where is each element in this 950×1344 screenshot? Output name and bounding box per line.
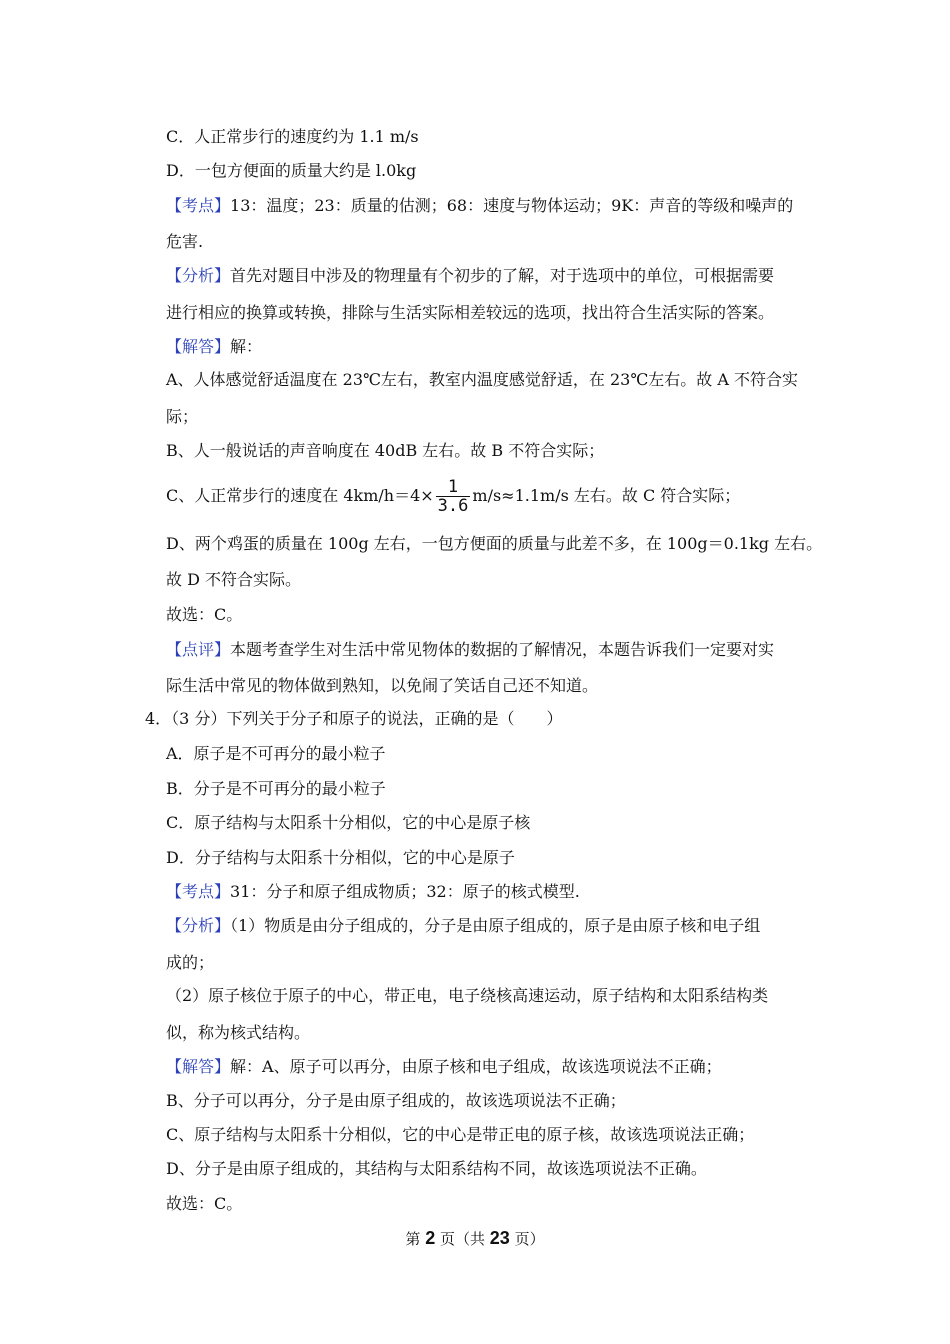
fenxi-tag: 【分析】 xyxy=(166,266,231,285)
jieda-text: 解： xyxy=(230,337,263,356)
q4-answer-d: D、分子是由原子组成的，其结构与太阳系结构不同，故该选项说法不正确。 xyxy=(166,1159,707,1178)
q3-answer-a-cont: 际； xyxy=(166,407,199,426)
dianping-text: 本题考查学生对生活中常见物体的数据的了解情况，本题告诉我们一定要对实 xyxy=(230,640,775,659)
q4-stem: 4．（3 分）下列关于分子和原子的说法，正确的是（ ） xyxy=(145,709,563,728)
q4-option-b: B．分子是不可再分的最小粒子 xyxy=(166,779,386,798)
q3-kaodian-cont: 危害. xyxy=(166,232,204,251)
fraction xyxy=(436,478,471,515)
q4-fenxi-cont1: 成的； xyxy=(166,953,215,972)
kaodian-tag: 【考点】 xyxy=(166,196,231,215)
fraction-numerator: 1 xyxy=(447,477,459,497)
jieda-text: 解：A、原子可以再分，由原子核和电子组成，故该选项说法不正确； xyxy=(230,1057,722,1076)
footer-total-pages: 23 xyxy=(489,1228,510,1248)
q3-option-c: C．人正常步行的速度约为 1.1 m/s xyxy=(166,127,419,146)
answer-c-pre: C、人正常步行的速度在 4km/h＝4× xyxy=(166,486,434,505)
q3-choice: 故选：C。 xyxy=(166,605,243,624)
q3-fenxi xyxy=(166,266,774,286)
q3-jieda xyxy=(166,337,262,357)
q4-answer-c: C、原子结构与太阳系十分相似，它的中心是带正电的原子核，故该选项说法正确； xyxy=(166,1125,755,1144)
q3-option-d: D．一包方便面的质量大约是 l.0kg xyxy=(166,161,417,180)
q3-dianping-cont: 际生活中常见的物体做到熟知，以免闹了笑话自己还不知道。 xyxy=(166,676,599,695)
q3-kaodian xyxy=(166,196,793,216)
jieda-tag: 【解答】 xyxy=(166,1057,231,1076)
answer-c-post: m/s≈1.1m/s 左右。故 C 符合实际； xyxy=(472,486,741,505)
footer-page-number: 2 xyxy=(425,1228,436,1248)
page-footer xyxy=(0,1228,950,1249)
q4-option-c: C．原子结构与太阳系十分相似，它的中心是原子核 xyxy=(166,813,531,832)
q4-fenxi-cont3: 似，称为核式结构。 xyxy=(166,1023,311,1042)
dianping-tag: 【点评】 xyxy=(166,640,231,659)
fraction-denominator: 3.6 xyxy=(437,496,469,516)
q3-answer-b: B、人一般说话的声音响度在 40dB 左右。故 B 不符合实际； xyxy=(166,441,605,460)
jieda-tag: 【解答】 xyxy=(166,337,231,356)
q3-answer-c xyxy=(166,476,740,516)
kaodian-tag: 【考点】 xyxy=(166,882,231,901)
q3-answer-d-cont: 故 D 不符合实际。 xyxy=(166,570,302,589)
footer-post: 页） xyxy=(509,1230,545,1248)
kaodian-text: 13：温度；23：质量的估测；68：速度与物体运动；9K：声音的等级和噪声的 xyxy=(230,196,794,215)
q4-option-d: D．分子结构与太阳系十分相似，它的中心是原子 xyxy=(166,848,515,867)
q3-answer-a: A、人体感觉舒适温度在 23℃左右，教室内温度感觉舒适，在 23℃左右。故 A 不符合实 xyxy=(166,370,798,389)
footer-mid: 页（共 xyxy=(435,1230,490,1248)
footer-pre: 第 xyxy=(405,1230,426,1248)
q4-answer-b: B、分子可以再分，分子是由原子组成的，故该选项说法不正确； xyxy=(166,1091,626,1110)
q4-fenxi xyxy=(166,916,760,936)
q4-fenxi-cont2: （2）原子核位于原子的中心，带正电，电子绕核高速运动，原子结构和太阳系结构类 xyxy=(166,986,769,1005)
fenxi-text: 首先对题目中涉及的物理量有个初步的了解，对于选项中的单位，可根据需要 xyxy=(230,266,775,285)
q4-kaodian xyxy=(166,882,580,902)
q4-option-a: A．原子是不可再分的最小粒子 xyxy=(166,744,386,763)
q3-fenxi-cont: 进行相应的换算或转换，排除与生活实际相差较远的选项，找出符合生活实际的答案。 xyxy=(166,303,775,322)
q3-dianping xyxy=(166,640,774,660)
q4-choice: 故选：C。 xyxy=(166,1194,243,1213)
fenxi-tag: 【分析】 xyxy=(166,916,231,935)
kaodian-text: 31：分子和原子组成物质；32：原子的核式模型. xyxy=(230,882,580,901)
fenxi-text: （1）物质是由分子组成的，分子是由原子组成的，原子是由原子核和电子组 xyxy=(230,916,761,935)
q4-jieda xyxy=(166,1057,722,1077)
q3-answer-d: D、两个鸡蛋的质量在 100g 左右，一包方便面的质量与此差不多，在 100g＝0.1kg 左右。 xyxy=(166,534,823,553)
